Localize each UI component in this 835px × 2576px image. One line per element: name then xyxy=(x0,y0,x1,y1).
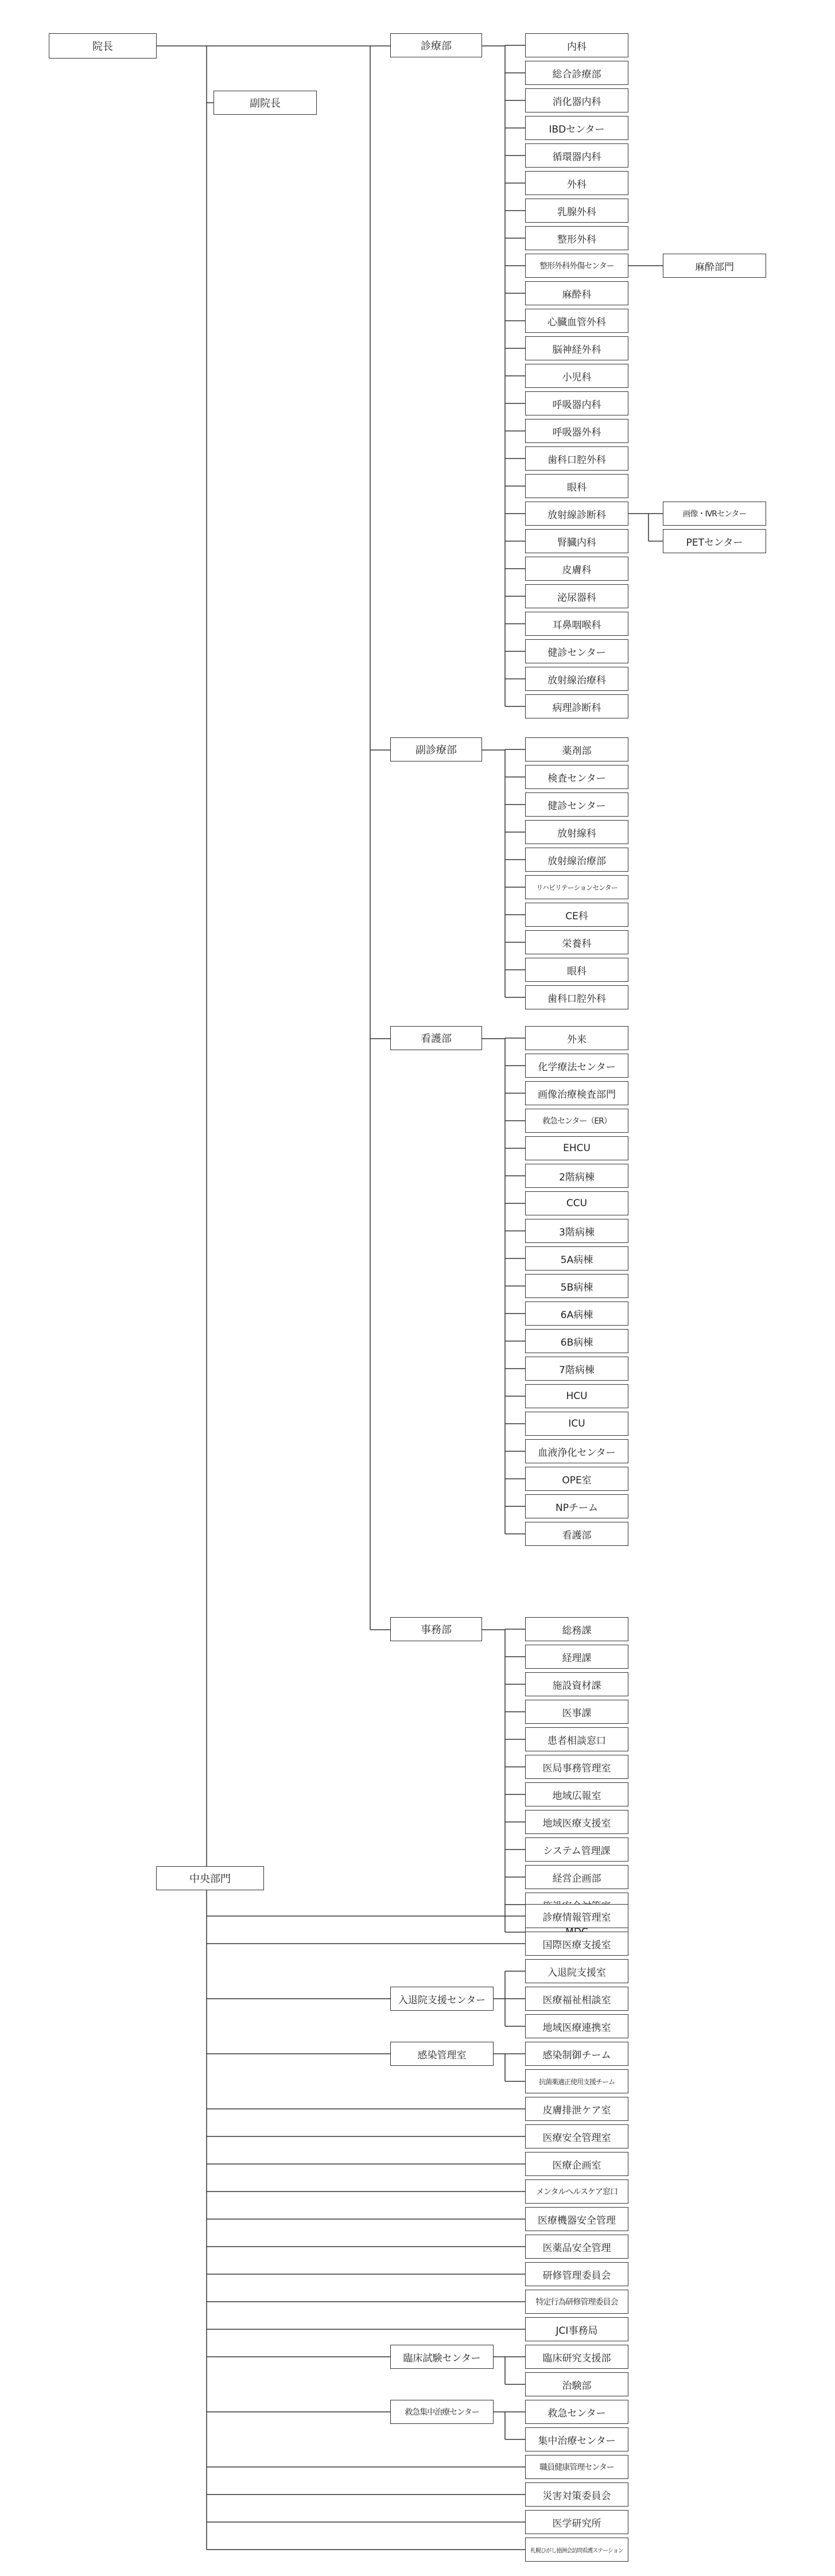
central-unit-node: 札幌ひがし徳洲会訪問看護ステーション xyxy=(525,2538,628,2562)
central-unit-node: 入退院支援室 xyxy=(525,1959,628,1983)
unit-node: 6B病棟 xyxy=(525,1329,628,1353)
unit-node: 5B病棟 xyxy=(525,1274,628,1298)
unit-node: 外科 xyxy=(525,171,628,195)
unit-node: 歯科口腔外科 xyxy=(525,985,628,1009)
unit-node: 呼吸器内科 xyxy=(525,391,628,415)
unit-node: 総務課 xyxy=(525,1617,628,1641)
unit-node: 地域医療支援室 xyxy=(525,1810,628,1834)
unit-node: 皮膚科 xyxy=(525,557,628,581)
unit-node: IBDセンター xyxy=(525,116,628,140)
unit-node: 地域広報室 xyxy=(525,1782,628,1806)
unit-node: CE科 xyxy=(525,903,628,927)
unit-node: 内科 xyxy=(525,33,628,57)
central-unit-node: 医学研究所 xyxy=(525,2510,628,2534)
central-unit-node: 国際医療支援室 xyxy=(525,1932,628,1956)
central-unit-node: 医療企画室 xyxy=(525,2152,628,2176)
central-unit-node: 抗菌薬適正使用支援チーム xyxy=(525,2069,628,2093)
central-group-node: 入退院支援センター xyxy=(390,1987,494,2011)
unit-node: 麻酔科 xyxy=(525,281,628,305)
central-unit-node: JCI事務局 xyxy=(525,2317,628,2341)
central-unit-node: 皮膚排泄ケア室 xyxy=(525,2097,628,2121)
central-unit-node: 診療情報管理室 xyxy=(525,1904,628,1928)
department-node: 診療部 xyxy=(390,33,482,57)
unit-node: 呼吸器外科 xyxy=(525,419,628,443)
unit-node: 脳神経外科 xyxy=(525,336,628,360)
director-node: 院長 xyxy=(49,33,157,59)
central-unit-node: 臨床研究支援部 xyxy=(525,2345,628,2369)
unit-node: 健診センター xyxy=(525,639,628,663)
unit-node: 7階病棟 xyxy=(525,1357,628,1381)
central-unit-node: 集中治療センター xyxy=(525,2427,628,2451)
unit-node: 耳鼻咽喉科 xyxy=(525,612,628,636)
unit-node: 眼科 xyxy=(525,958,628,982)
central-unit-node: 医薬品安全管理 xyxy=(525,2235,628,2259)
unit-node: 放射線治療部 xyxy=(525,848,628,872)
central-unit-node: 医療機器安全管理 xyxy=(525,2207,628,2231)
unit-node: 栄養科 xyxy=(525,930,628,954)
unit-node: リハビリテーションセンター xyxy=(525,875,628,899)
central-unit-node: 医療福祉相談室 xyxy=(525,1987,628,2011)
unit-node: 整形外科 xyxy=(525,226,628,250)
unit-node: 看護部 xyxy=(525,1522,628,1546)
unit-node: 画像治療検査部門 xyxy=(525,1081,628,1105)
unit-node: 救急センター（ER） xyxy=(525,1109,628,1133)
unit-node: EHCU xyxy=(525,1136,628,1160)
unit-node: 3階病棟 xyxy=(525,1219,628,1243)
subunit-node: PETセンター xyxy=(663,529,766,553)
central-group-node: 臨床試験センター xyxy=(390,2345,494,2369)
unit-node: 患者相談窓口 xyxy=(525,1727,628,1751)
unit-node: 医局事務管理室 xyxy=(525,1755,628,1779)
unit-node: 消化器内科 xyxy=(525,88,628,112)
central-unit-node: 特定行為研修管理委員会 xyxy=(525,2290,628,2314)
central-unit-node: 研修管理委員会 xyxy=(525,2262,628,2286)
unit-node: 化学療法センター xyxy=(525,1054,628,1078)
unit-node: 心臓血管外科 xyxy=(525,309,628,333)
central-unit-node: メンタルヘルスケア窓口 xyxy=(525,2179,628,2204)
central-unit-node: 感染制御チーム xyxy=(525,2042,628,2066)
unit-node: 病理診断科 xyxy=(525,694,628,718)
unit-node: 6A病棟 xyxy=(525,1301,628,1326)
unit-node: システム管理課 xyxy=(525,1837,628,1862)
central-unit-node: 医療安全管理室 xyxy=(525,2124,628,2148)
central-unit-node: 災害対策委員会 xyxy=(525,2482,628,2507)
unit-node: 健診センター xyxy=(525,792,628,817)
central-unit-node: 地域医療連携室 xyxy=(525,2014,628,2038)
unit-node: 整形外科外傷センター xyxy=(525,254,628,278)
unit-node: 血液浄化センター xyxy=(525,1439,628,1463)
unit-node: 放射線治療科 xyxy=(525,667,628,691)
unit-node: CCU xyxy=(525,1191,628,1215)
unit-node: 2階病棟 xyxy=(525,1164,628,1188)
department-node: 副診療部 xyxy=(390,737,482,761)
unit-node: 放射線科 xyxy=(525,820,628,844)
unit-node: 検査センター xyxy=(525,765,628,789)
unit-node: 5A病棟 xyxy=(525,1246,628,1270)
unit-node: 経営企画部 xyxy=(525,1865,628,1889)
unit-node: 歯科口腔外科 xyxy=(525,446,628,471)
unit-node: 医事課 xyxy=(525,1700,628,1724)
central-unit-node: 救急センター xyxy=(525,2400,628,2424)
unit-node: 薬剤部 xyxy=(525,737,628,761)
unit-node: 放射線診断科 xyxy=(525,502,628,526)
unit-node: 施設資材課 xyxy=(525,1672,628,1696)
unit-node: 外来 xyxy=(525,1026,628,1050)
deputy-director-node: 副院長 xyxy=(213,91,317,115)
unit-node: OPE室 xyxy=(525,1467,628,1491)
central-unit-node: 職員健康管理センター xyxy=(525,2455,628,2479)
unit-node: 循環器内科 xyxy=(525,143,628,168)
subunit-node: 麻酔部門 xyxy=(663,254,766,278)
unit-node: ICU xyxy=(525,1412,628,1436)
central-group-node: 感染管理室 xyxy=(390,2042,494,2066)
subunit-node: 画像・IVRセンター xyxy=(663,502,766,526)
unit-node: HCU xyxy=(525,1384,628,1408)
unit-node: 泌尿器科 xyxy=(525,584,628,608)
department-node: 看護部 xyxy=(390,1026,482,1050)
central-group-node: 救急集中治療センター xyxy=(390,2400,494,2424)
unit-node: 眼科 xyxy=(525,474,628,498)
department-node: 事務部 xyxy=(390,1617,482,1641)
unit-node: 乳腺外科 xyxy=(525,199,628,223)
unit-node: 小児科 xyxy=(525,364,628,388)
unit-node: NPチーム xyxy=(525,1494,628,1518)
unit-node: 総合診療部 xyxy=(525,61,628,85)
unit-node: 腎臓内科 xyxy=(525,529,628,553)
central-department-node: 中央部門 xyxy=(156,1866,264,1890)
unit-node: 経理課 xyxy=(525,1645,628,1669)
central-unit-node: 治験部 xyxy=(525,2372,628,2396)
